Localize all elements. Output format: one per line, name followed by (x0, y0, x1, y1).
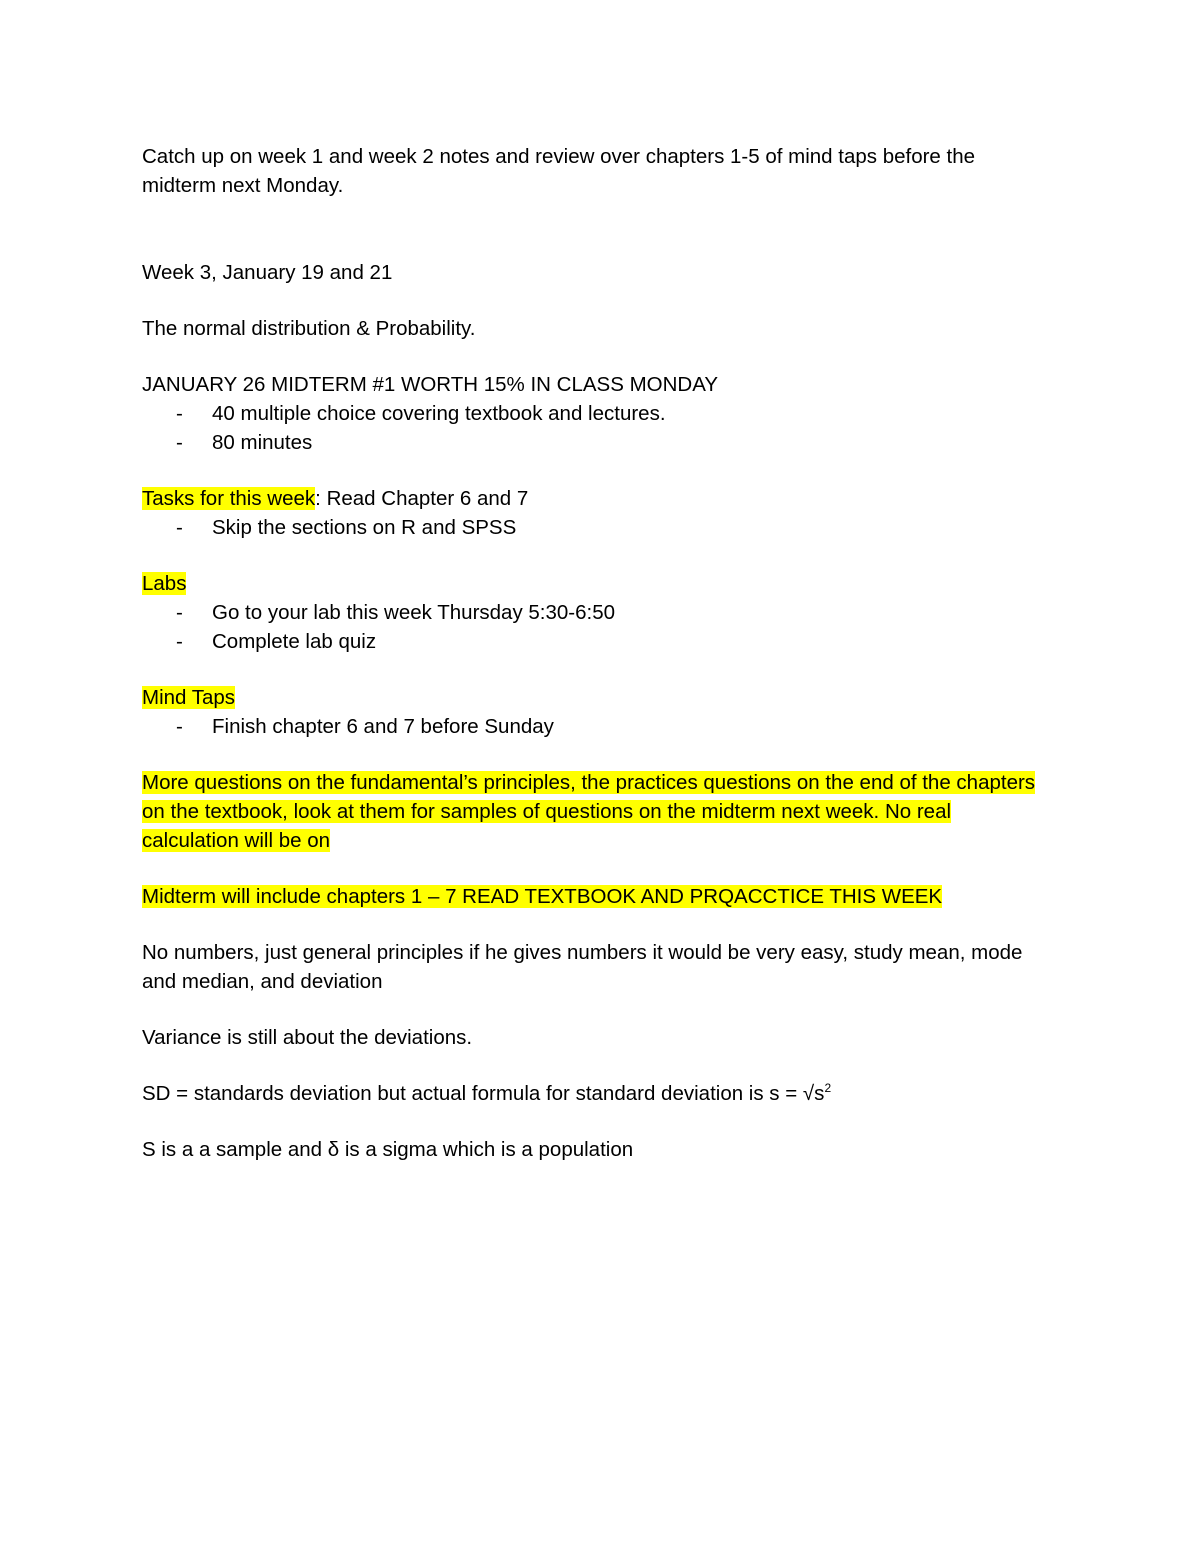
midterm-heading: JANUARY 26 MIDTERM #1 WORTH 15% IN CLASS MONDAY (142, 373, 719, 396)
no-numbers-paragraph: No numbers, just general principles if he gives numbers it would be very easy, study mean, mode and median, and deviation (142, 941, 1023, 993)
list-item (142, 513, 1042, 542)
topic-line: The normal distribution & Probability. (142, 317, 476, 340)
midterm-chapters-line (142, 882, 1042, 911)
dash-bullet: - (176, 630, 183, 653)
mindtaps-heading (142, 683, 1042, 712)
list-item (142, 598, 1042, 627)
sample-line: S is a a sample and δ is a sigma which is a population (142, 1138, 634, 1161)
list-item (142, 627, 1042, 656)
list-item-text: 80 minutes (212, 431, 313, 454)
highlighted-text: More questions on the fundamental’s principles, the practices questions on the end of the chapters on the textbook, look at them for samples of questions on the midterm next week. No real calculation will be on (142, 771, 1036, 852)
dash-bullet: - (176, 516, 183, 539)
labs-label: Labs (142, 572, 187, 595)
labs-list (142, 598, 1042, 656)
dash-bullet: - (176, 402, 183, 425)
dash-bullet: - (176, 715, 183, 738)
sd-formula-line (142, 1079, 1042, 1108)
tasks-list (142, 513, 1042, 542)
list-item-text: Finish chapter 6 and 7 before Sunday (212, 715, 554, 738)
midterm-list (142, 399, 1042, 457)
tasks-rest: : Read Chapter 6 and 7 (315, 487, 529, 510)
tasks-heading (142, 484, 1042, 513)
sd-formula-text: SD = standards deviation but actual formula for standard deviation is s = √s (142, 1082, 825, 1105)
labs-heading (142, 569, 1042, 598)
list-item (142, 399, 1042, 428)
document-body (142, 142, 1042, 1164)
week-heading: Week 3, January 19 and 21 (142, 261, 393, 284)
list-item (142, 428, 1042, 457)
list-item-text: Complete lab quiz (212, 630, 377, 653)
tasks-label: Tasks for this week (142, 487, 316, 510)
highlighted-text: Midterm will include chapters 1 – 7 READ TEXTBOOK AND PRQACCTICE THIS WEEK (142, 885, 943, 908)
intro-paragraph: Catch up on week 1 and week 2 notes and review over chapters 1-5 of mind taps before the midterm next Monday. (142, 145, 976, 197)
list-item (142, 712, 1042, 741)
dash-bullet: - (176, 431, 183, 454)
dash-bullet: - (176, 601, 183, 624)
list-item-text: Go to your lab this week Thursday 5:30-6:50 (212, 601, 616, 624)
list-item-text: Skip the sections on R and SPSS (212, 516, 517, 539)
mindtaps-label: Mind Taps (142, 686, 236, 709)
variance-line: Variance is still about the deviations. (142, 1026, 473, 1049)
list-item-text: 40 multiple choice covering textbook and lectures. (212, 402, 666, 425)
squared-superscript: 2 (824, 1081, 832, 1096)
mindtaps-list (142, 712, 1042, 741)
more-questions-paragraph (142, 768, 1042, 855)
